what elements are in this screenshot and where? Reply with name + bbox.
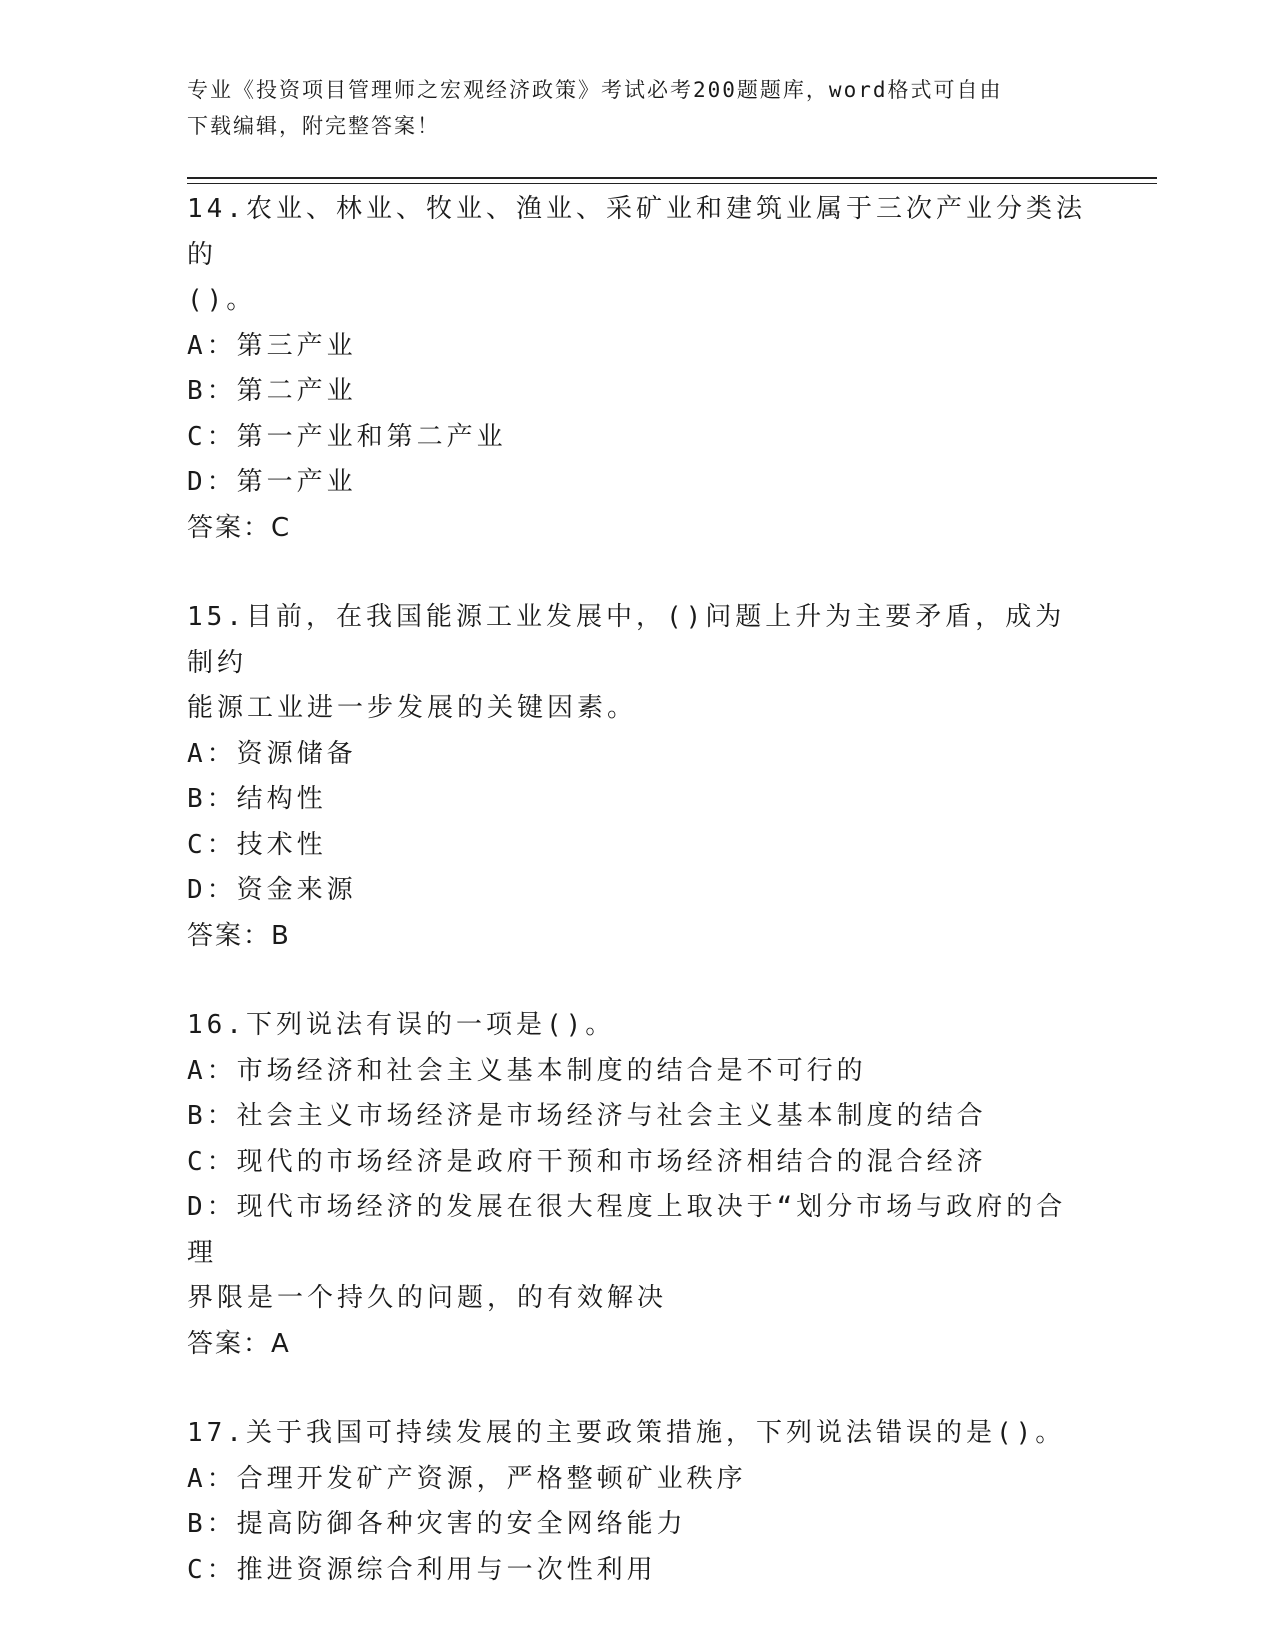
question-14	[187, 187, 1087, 551]
question-stem: 14.农业、林业、牧业、渔业、采矿业和建筑业属于三次产业分类法的	[187, 194, 1086, 270]
header-line-1: 专业《投资项目管理师之宏观经济政策》考试必考200题题库，word格式可自由	[187, 78, 1003, 102]
option-c: C：第一产业和第二产业	[187, 421, 507, 452]
option-a: A：第三产业	[187, 330, 357, 361]
option-d-continued: 界限是一个持久的问题，的有效解决	[187, 1283, 668, 1313]
header-divider-thin	[187, 183, 1157, 184]
question-15	[187, 595, 1087, 959]
option-b: B：结构性	[187, 784, 327, 814]
question-17	[187, 1411, 1087, 1593]
option-c: C：技术性	[187, 829, 327, 860]
option-d: D：资金来源	[187, 875, 357, 905]
option-c: C：推进资源综合利用与一次性利用	[187, 1554, 657, 1585]
question-stem: 16.下列说法有误的一项是()。	[187, 1010, 616, 1040]
question-list	[187, 187, 1087, 1637]
answer-label: 答案：C	[187, 512, 292, 543]
option-b: B：社会主义市场经济是市场经济与社会主义基本制度的结合	[187, 1101, 987, 1131]
option-c: C：现代的市场经济是政府干预和市场经济相结合的混合经济	[187, 1146, 987, 1177]
answer-label: 答案：B	[187, 920, 291, 951]
option-b: B：第二产业	[187, 376, 357, 406]
question-stem: 能源工业进一步发展的关键因素。	[187, 693, 638, 723]
question-stem: 15.目前，在我国能源工业发展中，()问题上升为主要矛盾，成为制约	[187, 602, 1066, 678]
option-d: D：现代市场经济的发展在很大程度上取决于“划分市场与政府的合理	[187, 1192, 1067, 1268]
option-d: D：第一产业	[187, 467, 357, 497]
option-a: A：合理开发矿产资源，严格整顿矿业秩序	[187, 1463, 747, 1494]
header-divider-thick	[187, 177, 1157, 179]
header-line-2: 下载编辑，附完整答案！	[187, 114, 440, 138]
question-16	[187, 1003, 1087, 1367]
answer-label: 答案：A	[187, 1328, 291, 1359]
option-b: B：提高防御各种灾害的安全网络能力	[187, 1509, 687, 1539]
document-header	[187, 72, 1087, 144]
option-a: A：市场经济和社会主义基本制度的结合是不可行的	[187, 1055, 867, 1086]
question-stem: ()。	[187, 285, 257, 315]
option-a: A：资源储备	[187, 738, 357, 769]
question-stem: 17.关于我国可持续发展的主要政策措施，下列说法错误的是()。	[187, 1418, 1066, 1448]
